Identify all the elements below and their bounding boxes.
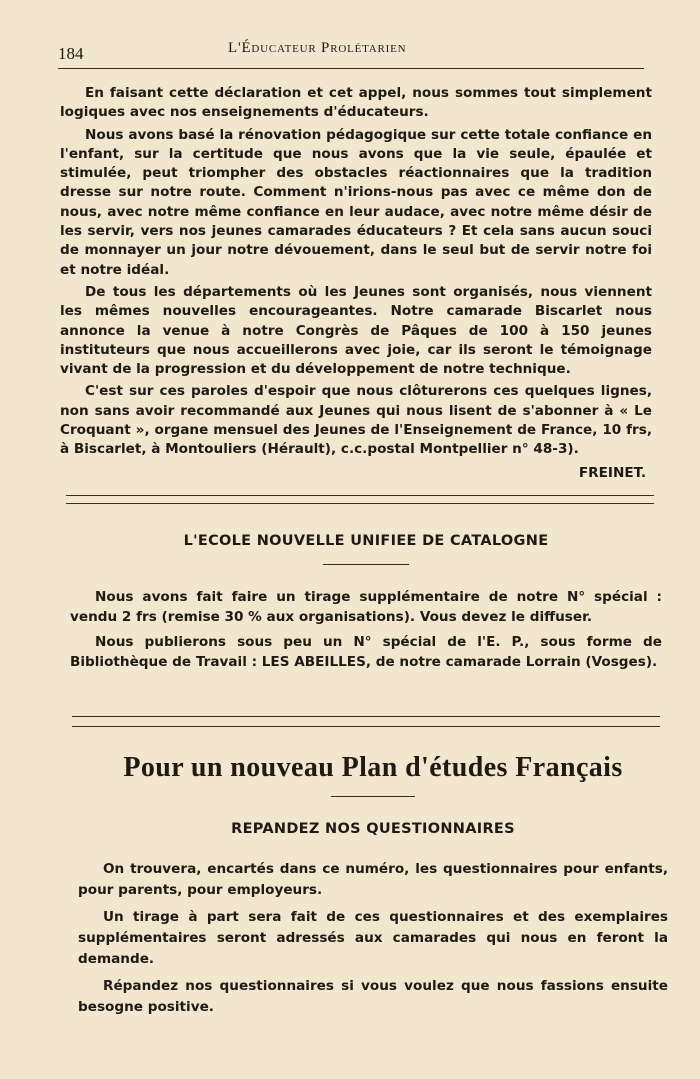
paragraph: Nous avons basé la rénovation pédagogique sur cette totale confiance en l'enfant, sur la certitude que nous avons que la vie seule, épaulée et stimulée, peut triompher des obstacles réactionnaires que la tradition dresse sur notre route. Comment n'irions-nous pas avec ce même don de nous, avec notre même confiance en leur audace, avec notre même désir de les servir, vers nos jeunes camarades éducateurs ? Et cela sans aucun souci de monnayer un jour notre dévouement, dans le seul but de servir notre foi et notre idéal.: [60, 126, 652, 278]
paragraph: En faisant cette déclaration et cet appel, nous sommes tout simplement logiques avec nos enseignements d'éducateurs.: [60, 85, 652, 121]
headline: Pour un nouveau Plan d'études Français: [123, 752, 623, 783]
page-header: [58, 38, 646, 70]
paragraph: On trouvera, encartés dans ce numéro, les questionnaires pour enfants, pour parents, pour employeurs.: [78, 861, 668, 898]
paragraph: De tous les départements où les Jeunes sont organisés, nous viennent les mêmes nouvelles encourageantes. Notre camarade Biscarlet nous annonce la venue à notre Congrès de Pâques de 100 à 150 jeunes instituteurs que nous accueillerons avec joie, car ils seront le témoignage vivant de la progression et du développement de notre technique.: [60, 283, 652, 378]
section-title: L'ECOLE NOUVELLE UNIFIEE DE CATALOGNE: [183, 533, 549, 549]
header-rule: [58, 68, 644, 69]
signature: FREINET.: [578, 464, 646, 481]
section-subtitle: REPANDEZ NOS QUESTIONNAIRES: [231, 821, 515, 837]
section-divider-bottom: [66, 503, 654, 504]
section-divider-top: [66, 495, 654, 496]
section-divider-bottom: [72, 726, 660, 727]
page-number: 184: [58, 44, 84, 63]
title-underline: [323, 564, 409, 565]
paragraph: Répandez nos questionnaires si vous voulez que nous fassions ensuite besogne positive.: [78, 978, 668, 1015]
section-divider-top: [72, 716, 660, 717]
paragraph: Un tirage à part sera fait de ces questionnaires et des exemplaires supplémentaires seront adressés aux camarades qui nous en feront la demande.: [78, 909, 668, 967]
headline-underline: [331, 796, 415, 797]
article-declaration: [60, 84, 652, 481]
running-title: L'Éducateur Prolétarien: [228, 40, 407, 56]
paragraph: Nous avons fait faire un tirage supplémentaire de notre N° spécial : vendu 2 frs (remise 30 % aux organisations). Vous devez le diffuser.: [70, 589, 662, 625]
article-plan-etudes: [78, 752, 668, 1018]
paragraph: Nous publierons sous peu un N° spécial de l'E. P., sous forme de Bibliothèque de Travail : LES ABEILLES, de notre camarade Lorrain (Vosges).: [70, 634, 662, 670]
paragraph: C'est sur ces paroles d'espoir que nous clôturerons ces quelques lignes, non sans avoir recommandé aux Jeunes qui nous lisent de s'abonner à « Le Croquant », organe mensuel des Jeunes de l'Enseignement de France, 10 frs, à Biscarlet, à Montouliers (Hérault), c.c.postal Montpellier n° 48-3).: [60, 383, 652, 458]
article-catalogne: [70, 533, 662, 672]
